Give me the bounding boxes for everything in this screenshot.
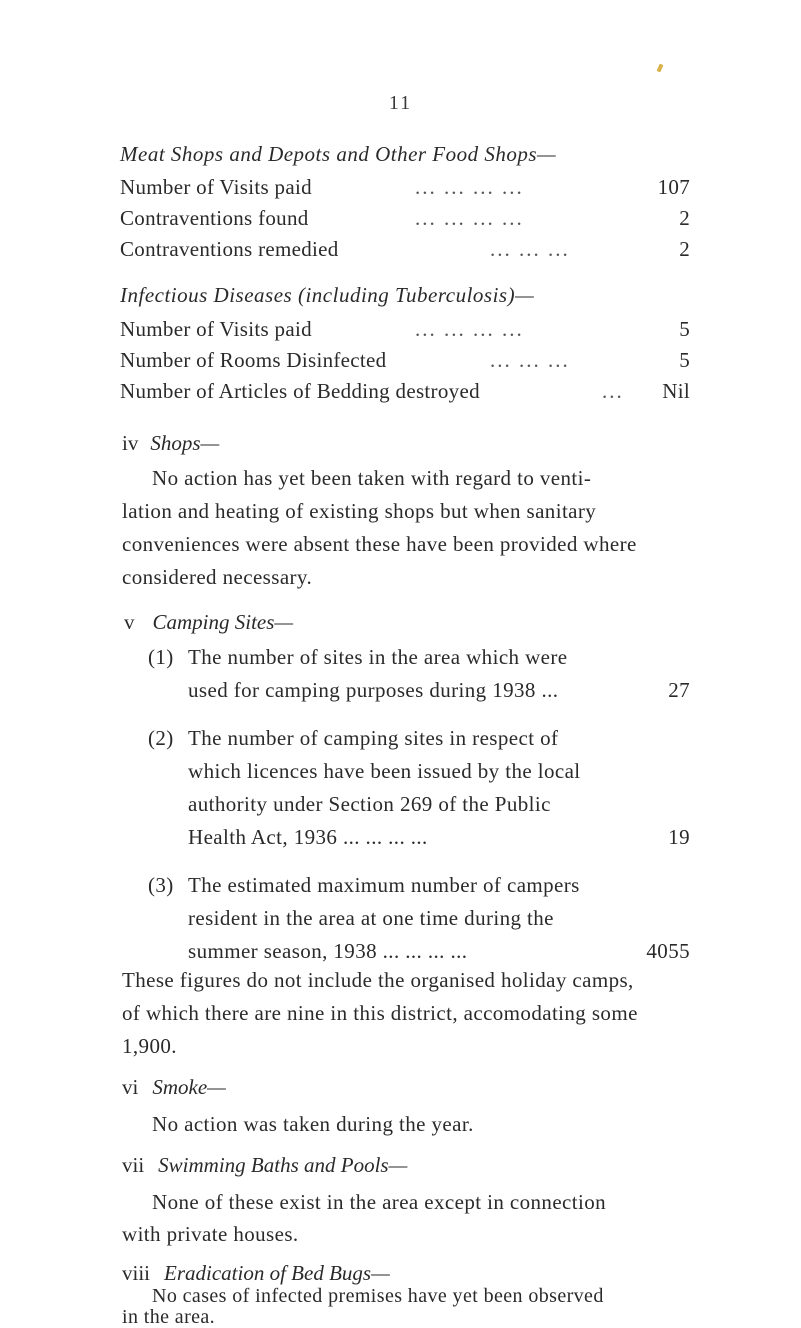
row-label: Number of Rooms Disinfected: [120, 348, 387, 372]
item-line: The number of camping sites in respect of: [188, 726, 559, 750]
item-line: authority under Section 269 of the Public: [188, 792, 551, 816]
infectious-heading: Infectious Diseases (including Tuberculosis)—: [120, 283, 535, 307]
swimming-line-1: None of these exist in the area except in connection: [152, 1190, 607, 1214]
camping-section-title: [124, 610, 293, 635]
paper-speck: [656, 64, 663, 73]
row-dots: ... ... ... ...: [415, 317, 524, 341]
row-label: Contraventions remedied: [120, 237, 339, 261]
camping-note-line-2: of which there are nine in this district, accomodating some: [122, 1001, 638, 1025]
item-line: resident in the area at one time during the: [188, 906, 554, 930]
item-line: summer season, 1938 ... ... ... ...: [188, 939, 468, 963]
camping-item-1: [150, 641, 690, 707]
meat-shops-heading: Meat Shops and Depots and Other Food Shops—: [120, 142, 557, 166]
row-dots: ... ... ...: [490, 348, 570, 372]
section-title: Shops—: [150, 431, 220, 455]
item-value: 19: [668, 825, 690, 849]
row-dots: ... ... ... ...: [415, 175, 524, 199]
shops-line-2: lation and heating of existing shops but when sanitary: [122, 499, 597, 523]
swimming-section-title: [122, 1153, 407, 1178]
section-title: Camping Sites—: [152, 610, 294, 634]
row-value: 107: [657, 175, 690, 199]
row-label: Number of Visits paid: [120, 175, 312, 199]
item-number: (3): [148, 873, 174, 897]
row-value: 5: [679, 317, 690, 341]
row-value: 2: [679, 206, 690, 230]
item-value: 4055: [646, 939, 690, 963]
shops-line-4: considered necessary.: [122, 565, 313, 589]
shops-line-3: conveniences were absent these have been provided where: [122, 532, 637, 556]
bed-bugs-line-1: No cases of infected premises have yet been observed: [152, 1285, 604, 1307]
item-value: 27: [668, 678, 690, 702]
section-number: vi: [122, 1075, 139, 1099]
row-value: 5: [679, 348, 690, 372]
smoke-section-title: [122, 1075, 226, 1100]
section-title: Swimming Baths and Pools—: [158, 1153, 408, 1177]
page-number: 11: [388, 92, 413, 114]
row-label: Contraventions found: [120, 206, 309, 230]
section-number: iv: [122, 431, 139, 455]
row-value: 2: [679, 237, 690, 261]
camping-item-2: [150, 722, 690, 854]
smoke-line-1: No action was taken during the year.: [152, 1112, 474, 1136]
row-label: Number of Articles of Bedding destroyed: [120, 379, 480, 403]
item-line: The estimated maximum number of campers: [188, 873, 580, 897]
swimming-line-2: with private houses.: [122, 1222, 299, 1246]
section-title: Eradication of Bed Bugs—: [164, 1261, 390, 1285]
item-number: (1): [148, 645, 174, 669]
row-dots: ... ... ...: [490, 237, 570, 261]
camping-note-line-1: These figures do not include the organised holiday camps,: [122, 968, 634, 992]
row-value: Nil: [662, 379, 690, 403]
section-number: v: [124, 610, 135, 634]
bed-bugs-line-2: in the area.: [122, 1306, 216, 1328]
item-line: The number of sites in the area which were: [188, 645, 568, 669]
bed-bugs-section-title: [122, 1261, 390, 1286]
shops-line-1: No action has yet been taken with regard to venti-: [152, 466, 592, 490]
row-dots: ... ... ... ...: [415, 206, 524, 230]
section-number: viii: [122, 1261, 151, 1285]
section-number: vii: [122, 1153, 145, 1177]
camping-note-line-3: 1,900.: [122, 1034, 177, 1058]
item-line: Health Act, 1936 ... ... ... ...: [188, 825, 428, 849]
item-line: which licences have been issued by the local: [188, 759, 581, 783]
item-line: used for camping purposes during 1938 ...: [188, 678, 559, 702]
shops-section-title: [122, 431, 219, 456]
row-dots: ...: [602, 379, 624, 403]
camping-item-3: [150, 869, 690, 968]
section-title: Smoke—: [152, 1075, 226, 1099]
row-label: Number of Visits paid: [120, 317, 312, 341]
item-number: (2): [148, 726, 174, 750]
